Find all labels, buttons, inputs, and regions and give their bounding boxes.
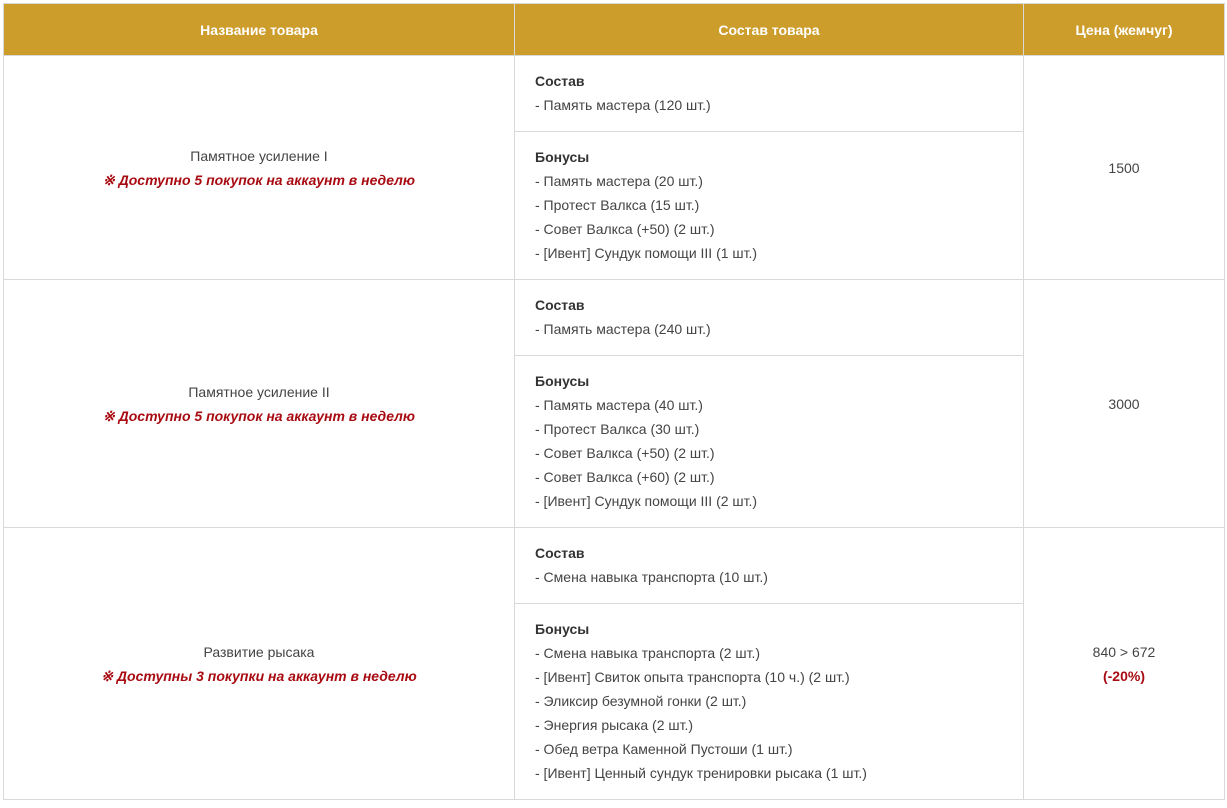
bonus-item: - Память мастера (20 шт.) [535, 173, 703, 189]
bonus-item: - [Ивент] Свиток опыта транспорта (10 ч.) (2 шт.) [535, 669, 850, 685]
product-name-cell [4, 280, 515, 528]
bonus-block [515, 603, 1023, 799]
bonus-item: - [Ивент] Ценный сундук тренировки рысака (1 шт.) [535, 765, 867, 781]
bonus-item: - Память мастера (40 шт.) [535, 397, 703, 413]
bonus-item: - Совет Валкса (+50) (2 шт.) [535, 445, 715, 461]
price-cell [1024, 528, 1225, 800]
bonus-title: Бонусы [535, 621, 590, 637]
bonus-item: - Эликсир безумной гонки (2 шт.) [535, 693, 747, 709]
product-name: Памятное усиление I [190, 147, 328, 164]
composition-item: - Память мастера (120 шт.) [535, 97, 711, 113]
composition-block [515, 280, 1023, 355]
bonus-item: - Протест Валкса (15 шт.) [535, 197, 700, 213]
bonus-item: - Протест Валкса (30 шт.) [535, 421, 700, 437]
purchase-limit-note: ※ Доступны 3 покупки на аккаунт в неделю [101, 667, 417, 684]
composition-item: - Смена навыка транспорта (10 шт.) [535, 569, 768, 585]
composition-title: Состав [535, 545, 585, 561]
composition-title: Состав [535, 297, 585, 313]
product-table [3, 3, 1225, 800]
price-value: 3000 [1108, 395, 1140, 412]
price-cell [1024, 56, 1225, 280]
product-name-cell [4, 528, 515, 800]
price-value: 840 > 672 [1092, 643, 1156, 660]
product-name-cell [4, 56, 515, 280]
header-product-name: Название товара [4, 4, 515, 56]
table-row [4, 280, 1225, 528]
composition-block [515, 56, 1023, 131]
bonus-item: - Энергия рысака (2 шт.) [535, 717, 694, 733]
purchase-limit-note: ※ Доступно 5 покупок на аккаунт в неделю [103, 407, 415, 424]
table-row [4, 528, 1225, 800]
header-product-content: Состав товара [515, 4, 1024, 56]
bonus-title: Бонусы [535, 373, 590, 389]
table-header-row [4, 4, 1225, 56]
price-cell [1024, 280, 1225, 528]
table-row [4, 56, 1225, 280]
bonus-block [515, 355, 1023, 527]
price-value: 1500 [1108, 159, 1140, 176]
bonus-item: - Смена навыка транспорта (2 шт.) [535, 645, 761, 661]
composition-title: Состав [535, 73, 585, 89]
bonus-title: Бонусы [535, 149, 590, 165]
bonus-item: - Совет Валкса (+60) (2 шт.) [535, 469, 715, 485]
product-name: Памятное усиление II [188, 383, 330, 400]
header-price: Цена (жемчуг) [1024, 4, 1225, 56]
bonus-item: - [Ивент] Сундук помощи III (1 шт.) [535, 245, 758, 261]
product-content-cell [515, 56, 1024, 280]
bonus-item: - Обед ветра Каменной Пустоши (1 шт.) [535, 741, 793, 757]
composition-item: - Память мастера (240 шт.) [535, 321, 711, 337]
bonus-item: - [Ивент] Сундук помощи III (2 шт.) [535, 493, 758, 509]
product-name: Развитие рысака [203, 643, 315, 660]
product-content-cell [515, 280, 1024, 528]
bonus-item: - Совет Валкса (+50) (2 шт.) [535, 221, 715, 237]
purchase-limit-note: ※ Доступно 5 покупок на аккаунт в неделю [103, 171, 415, 188]
product-content-cell [515, 528, 1024, 800]
bonus-block [515, 131, 1023, 279]
discount-badge: (-20%) [1102, 667, 1145, 684]
composition-block [515, 528, 1023, 603]
